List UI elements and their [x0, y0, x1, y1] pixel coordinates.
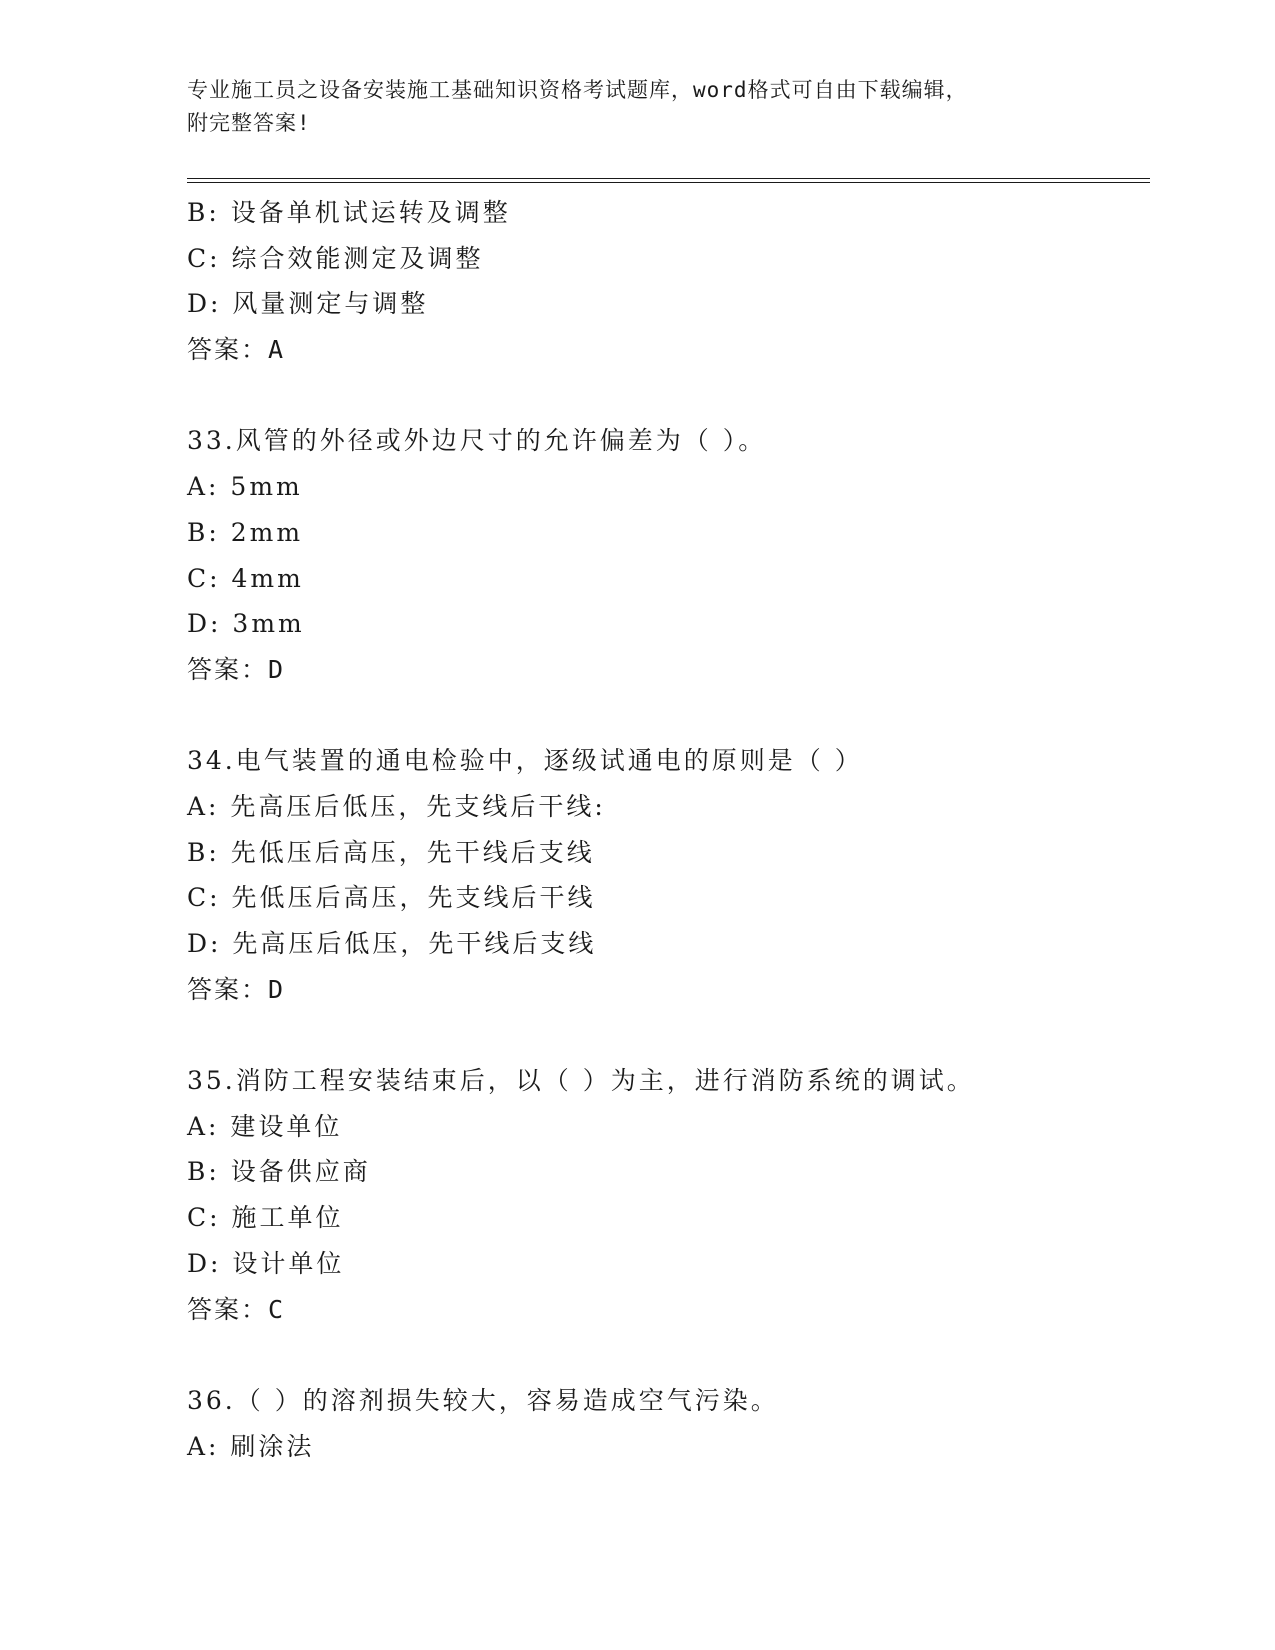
spacer: [187, 373, 1147, 419]
option-b: B: 设备供应商: [187, 1157, 371, 1187]
question-list: [187, 190, 1147, 1469]
spacer: [187, 693, 1147, 739]
option-a: A: 5mm: [187, 472, 303, 502]
option-d: D: 先高压后低压，先干线后支线: [187, 929, 597, 958]
option-c: C: 施工单位: [187, 1203, 344, 1233]
header-divider-bottom: [187, 182, 1150, 183]
answer-line: 答案：D: [187, 654, 286, 684]
question-stem: 35.消防工程安装结束后，以（ ）为主，进行消防系统的调试。: [187, 1066, 975, 1096]
question-block-35: [187, 1058, 1147, 1332]
option-c: C: 综合效能测定及调整: [187, 243, 484, 273]
question-block-32: [187, 190, 1147, 373]
header-line-1: 专业施工员之设备安装施工基础知识资格考试题库，word格式可自由下载编辑，: [187, 78, 968, 102]
option-b: B: 2mm: [187, 517, 304, 547]
option-d: D: 3mm: [187, 609, 305, 639]
option-b: B: 先低压后高压，先干线后支线: [187, 837, 595, 867]
answer-line: 答案：D: [187, 974, 286, 1004]
option-a: A: 建设单位: [187, 1111, 343, 1141]
spacer: [187, 1332, 1147, 1378]
question-block-33: [187, 418, 1147, 692]
document-header: [187, 74, 1067, 140]
header-line-2: 附完整答案!: [187, 111, 311, 135]
question-stem: 36.（ ）的溶剂损失较大，容易造成空气污染。: [187, 1385, 779, 1415]
option-c: C: 先低压后高压，先支线后干线: [187, 883, 596, 913]
question-block-36: [187, 1378, 1147, 1469]
question-block-34: [187, 738, 1147, 1012]
question-stem: 34.电气装置的通电检验中，逐级试通电的原则是（ ）: [187, 746, 863, 776]
option-b: B: 设备单机试运转及调整: [187, 198, 511, 227]
question-stem: 33.风管的外径或外边尺寸的允许偏差为（ ）。: [187, 426, 767, 456]
option-d: D: 设计单位: [187, 1248, 345, 1278]
option-c: C: 4mm: [187, 563, 304, 593]
option-a: A: 先高压后低压，先支线后干线:: [187, 791, 606, 821]
option-d: D: 风量测定与调整: [187, 289, 429, 319]
answer-line: 答案：C: [187, 1294, 286, 1324]
answer-line: 答案：A: [187, 335, 286, 365]
option-a: A: 刷涂法: [187, 1431, 315, 1461]
header-divider-top: [187, 178, 1150, 179]
spacer: [187, 1012, 1147, 1058]
